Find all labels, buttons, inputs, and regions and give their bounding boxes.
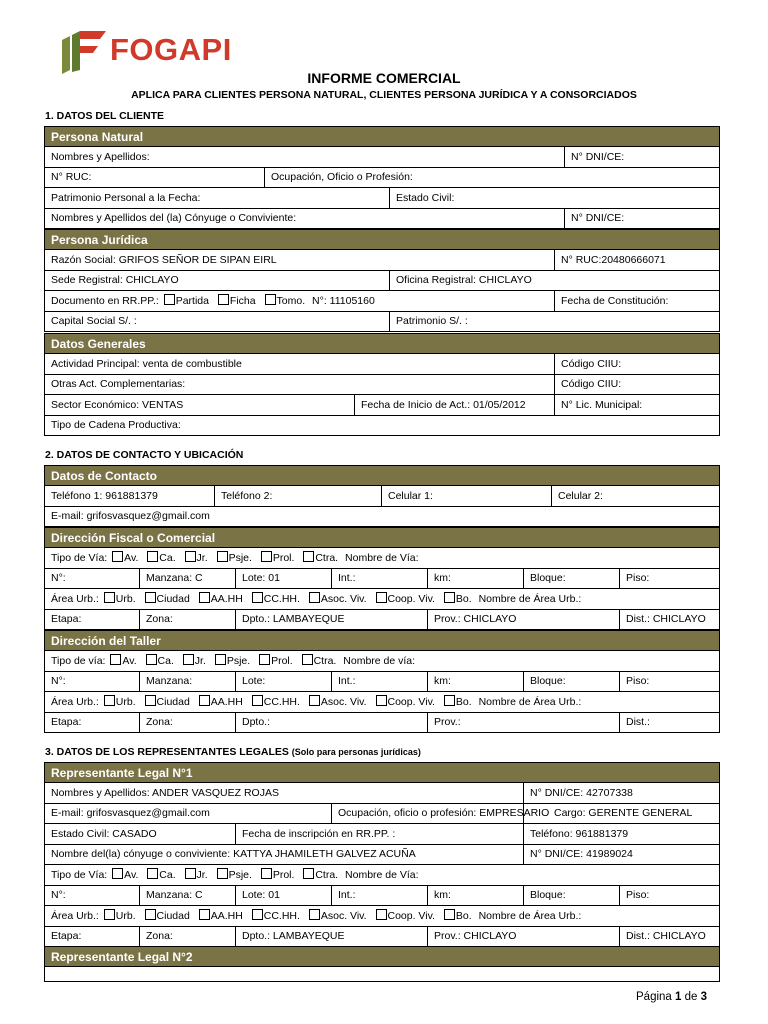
rep1-bloque-field[interactable]: Bloque: <box>524 885 620 906</box>
rep1-nombre-area-field[interactable]: Nombre de Área Urb.: <box>478 910 582 923</box>
representante-1-header: Representante Legal N°1 <box>45 763 720 783</box>
fiscal-zona-field[interactable]: Zona: <box>140 609 236 630</box>
fiscal-urb-checkbox[interactable] <box>104 592 115 603</box>
rep1-jr-label: Jr. <box>196 869 208 882</box>
direccion-fiscal-header: Dirección Fiscal o Comercial <box>45 528 720 548</box>
rep1-urb-checkbox[interactable] <box>104 909 115 920</box>
taller-urb-checkbox[interactable] <box>104 695 115 706</box>
taller-bloque-field[interactable]: Bloque: <box>524 671 620 692</box>
rep1-asoc-checkbox[interactable] <box>309 909 320 920</box>
rep1-aahh-label: AA.HH <box>210 910 243 923</box>
email-field[interactable]: E-mail: grifosvasquez@gmail.com <box>45 506 720 527</box>
taller-psje-label: Psje. <box>226 655 251 668</box>
fiscal-asoc-label: Asoc. Viv. <box>320 593 367 606</box>
fiscal-bo-label: Bo. <box>455 593 472 606</box>
rep1-area-row <box>45 906 720 927</box>
taller-area-row <box>45 692 720 713</box>
rep1-av-label: Av. <box>124 869 139 882</box>
pj-documento-row <box>45 291 555 312</box>
pn-conyuge-field[interactable]: Nombres y Apellidos del (la) Cónyuge o Conviviente: <box>45 208 565 229</box>
taller-nombre-area-field[interactable]: Nombre de Área Urb.: <box>478 696 582 709</box>
fiscal-nombre-area-field[interactable]: Nombre de Área Urb.: <box>478 593 582 606</box>
rep1-ctra-checkbox[interactable] <box>303 868 314 879</box>
taller-urb-label: Urb. <box>115 696 136 709</box>
taller-dist-field[interactable]: Dist.: <box>620 712 720 733</box>
pn-dni-field[interactable]: N° DNI/CE: <box>565 147 720 168</box>
taller-asoc-checkbox[interactable] <box>309 695 320 706</box>
dg-actividad-field[interactable]: Actividad Principal: venta de combustible <box>45 354 555 375</box>
rep1-ocupacion-field[interactable]: Ocupación, oficio o profesión: EMPRESARIO <box>332 803 524 824</box>
rep1-coop-label: Coop. Viv. <box>387 910 435 923</box>
tomo-label: Tomo. <box>276 295 306 308</box>
dg-sector-field[interactable]: Sector Económico: VENTAS <box>45 395 355 416</box>
fiscal-ciudad-label: Ciudad <box>156 593 190 606</box>
taller-aahh-label: AA.HH <box>210 696 243 709</box>
rep1-telefono-field[interactable]: Teléfono: 961881379 <box>524 824 720 845</box>
direccion-fiscal-table <box>44 527 720 630</box>
taller-coop-checkbox[interactable] <box>376 695 387 706</box>
persona-natural-header: Persona Natural <box>45 127 720 147</box>
rep1-int-field[interactable]: Int.: <box>332 885 428 906</box>
fiscal-aahh-checkbox[interactable] <box>199 592 210 603</box>
representante-2-body <box>45 967 720 982</box>
persona-juridica-header: Persona Jurídica <box>45 230 720 250</box>
fiscal-lote-field[interactable]: Lote: 01 <box>236 568 332 589</box>
section-3-title <box>45 746 421 758</box>
fogapi-logo-mark-icon <box>60 30 106 74</box>
fiscal-coop-checkbox[interactable] <box>376 592 387 603</box>
pj-oficina-field[interactable]: Oficina Registral: CHICLAYO <box>390 270 720 291</box>
rep1-estado-civil-field[interactable]: Estado Civil: CASADO <box>45 824 236 845</box>
dg-ciiu1-field[interactable]: Código CIIU: <box>555 354 720 375</box>
taller-dpto-field[interactable]: Dpto.: <box>236 712 428 733</box>
fiscal-ca-label: Ca. <box>159 552 176 565</box>
rep1-jr-checkbox[interactable] <box>185 868 196 879</box>
fiscal-area-label: Área Urb.: <box>51 593 99 606</box>
pj-capital-field[interactable]: Capital Social S/. : <box>45 311 390 332</box>
taller-piso-field[interactable]: Piso: <box>620 671 720 692</box>
rep1-piso-field[interactable]: Piso: <box>620 885 720 906</box>
rep1-cargo-field[interactable]: Cargo: GERENTE GENERAL <box>524 803 720 824</box>
datos-generales-header: Datos Generales <box>45 334 720 354</box>
fiscal-prol-checkbox[interactable] <box>261 551 272 562</box>
pn-ocupacion-field[interactable]: Ocupación, Oficio o Profesión: <box>265 167 720 188</box>
rep1-manzana-field[interactable]: Manzana: C <box>140 885 236 906</box>
fiscal-etapa-field[interactable]: Etapa: <box>45 609 140 630</box>
taller-bo-label: Bo. <box>455 696 472 709</box>
pj-documento-numero[interactable]: N°: 11105160 <box>312 295 375 308</box>
rep1-asoc-label: Asoc. Viv. <box>320 910 367 923</box>
taller-av-label: Av. <box>122 655 137 668</box>
direccion-taller-header: Dirección del Taller <box>45 631 720 651</box>
fiscal-av-label: Av. <box>124 552 139 565</box>
fiscal-cchh-checkbox[interactable] <box>252 592 263 603</box>
taller-cchh-label: CC.HH. <box>263 696 300 709</box>
rep1-cchh-label: CC.HH. <box>263 910 300 923</box>
fiscal-cchh-label: CC.HH. <box>263 593 300 606</box>
taller-nombre-via-field[interactable]: Nombre de vía: <box>343 655 416 668</box>
rep1-dni-field[interactable]: N° DNI/CE: 42707338 <box>524 783 720 804</box>
rep1-coop-checkbox[interactable] <box>376 909 387 920</box>
taller-psje-checkbox[interactable] <box>215 654 226 665</box>
rep1-prol-label: Prol. <box>272 869 295 882</box>
taller-prov-field[interactable]: Prov.: <box>428 712 620 733</box>
dg-licencia-field[interactable]: N° Lic. Municipal: <box>555 395 720 416</box>
taller-int-field[interactable]: Int.: <box>332 671 428 692</box>
rep1-conyuge-field[interactable]: Nombre del(la) cónyuge o conviviente: KATTYA JHAMILETH GALVEZ ACUÑA <box>45 844 524 865</box>
page-title: INFORME COMERCIAL <box>307 70 461 86</box>
taller-cchh-checkbox[interactable] <box>252 695 263 706</box>
dg-cadena-field[interactable]: Tipo de Cadena Productiva: <box>45 415 720 436</box>
ficha-label: Ficha <box>229 295 256 308</box>
representante-2-header: Representante Legal N°2 <box>45 947 720 967</box>
pj-ruc-field[interactable]: N° RUC:20480666071 <box>555 250 720 271</box>
fiscal-km-field[interactable]: km: <box>428 568 524 589</box>
rep1-km-field[interactable]: km: <box>428 885 524 906</box>
dg-fecha-inicio-field[interactable]: Fecha de Inicio de Act.: 01/05/2012 <box>355 395 555 416</box>
page-subtitle: APLICA PARA CLIENTES PERSONA NATURAL, CLIENTES PERSONA JURÍDICA Y A CONSORCIADOS <box>131 89 637 101</box>
partida-checkbox[interactable] <box>164 294 175 305</box>
fiscal-psje-checkbox[interactable] <box>217 551 228 562</box>
footer-of: de <box>684 991 698 1003</box>
dg-otras-field[interactable]: Otras Act. Complementarias: <box>45 374 555 395</box>
fiscal-ca-checkbox[interactable] <box>147 551 158 562</box>
taller-aahh-checkbox[interactable] <box>199 695 210 706</box>
fogapi-logo <box>60 30 250 74</box>
rep1-ciudad-checkbox[interactable] <box>145 909 156 920</box>
fiscal-area-row <box>45 589 720 610</box>
rep1-ctra-label: Ctra. <box>315 869 339 882</box>
rep1-lote-field[interactable]: Lote: 01 <box>236 885 332 906</box>
taller-tipo-via-row <box>45 651 720 672</box>
fiscal-jr-checkbox[interactable] <box>185 551 196 562</box>
taller-area-label: Área Urb.: <box>51 696 99 709</box>
rep1-numero-field[interactable]: N°: <box>45 885 140 906</box>
datos-contacto-header: Datos de Contacto <box>45 466 720 486</box>
pn-patrimonio-field[interactable]: Patrimonio Personal a la Fecha: <box>45 188 390 209</box>
fiscal-int-field[interactable]: Int.: <box>332 568 428 589</box>
rep1-fecha-inscripcion-field[interactable]: Fecha de inscripción en RR.PP. : <box>236 824 524 845</box>
taller-etapa-field[interactable]: Etapa: <box>45 712 140 733</box>
taller-ciudad-checkbox[interactable] <box>145 695 156 706</box>
dg-ciiu2-field[interactable]: Código CIIU: <box>555 374 720 395</box>
rep1-conyuge-dni-field[interactable]: N° DNI/CE: 41989024 <box>524 844 720 865</box>
fiscal-dist-field[interactable]: Dist.: CHICLAYO <box>620 609 720 630</box>
taller-bo-checkbox[interactable] <box>444 695 455 706</box>
fiscal-av-checkbox[interactable] <box>112 551 123 562</box>
fiscal-nombre-via-field[interactable]: Nombre de Vía: <box>345 552 419 565</box>
rep1-tipo-via-row <box>45 865 720 886</box>
pj-fecha-constitucion-field[interactable]: Fecha de Constitución: <box>555 291 720 312</box>
taller-ctra-checkbox[interactable] <box>302 654 313 665</box>
pn-ruc-field[interactable]: N° RUC: <box>45 167 265 188</box>
taller-ciudad-label: Ciudad <box>156 696 190 709</box>
rep1-area-label: Área Urb.: <box>51 910 99 923</box>
pj-documento-label: Documento en RR.PP.: <box>51 295 159 308</box>
rep1-ciudad-label: Ciudad <box>156 910 190 923</box>
datos-generales-table <box>44 333 720 436</box>
fiscal-ciudad-checkbox[interactable] <box>145 592 156 603</box>
rep1-psje-label: Psje. <box>228 869 252 882</box>
rep1-etapa-field[interactable]: Etapa: <box>45 926 140 947</box>
rep1-email-field[interactable]: E-mail: grifosvasquez@gmail.com <box>45 803 332 824</box>
rep1-zona-field[interactable]: Zona: <box>140 926 236 947</box>
fiscal-aahh-label: AA.HH <box>210 593 243 606</box>
taller-coop-label: Coop. Viv. <box>387 696 435 709</box>
fiscal-numero-field[interactable]: N°: <box>45 568 140 589</box>
taller-jr-label: Jr. <box>194 655 206 668</box>
taller-lote-field[interactable]: Lote: <box>236 671 332 692</box>
rep1-ca-label: Ca. <box>159 869 176 882</box>
section-3-title-text: 3. DATOS DE LOS REPRESENTANTES LEGALES <box>45 746 289 758</box>
pj-patrimonio-field[interactable]: Patrimonio S/. : <box>390 311 720 332</box>
taller-ctra-label: Ctra. <box>313 655 337 668</box>
rep1-bo-checkbox[interactable] <box>444 909 455 920</box>
fiscal-tipo-via-row <box>45 548 720 569</box>
rep1-cchh-checkbox[interactable] <box>252 909 263 920</box>
persona-juridica-table <box>44 229 720 332</box>
fiscal-manzana-field[interactable]: Manzana: C <box>140 568 236 589</box>
pn-nombres-field[interactable]: Nombres y Apellidos: <box>45 147 565 168</box>
taller-numero-field[interactable]: N°: <box>45 671 140 692</box>
telefono1-field[interactable]: Teléfono 1: 961881379 <box>45 486 215 507</box>
fiscal-asoc-checkbox[interactable] <box>309 592 320 603</box>
rep1-prov-field[interactable]: Prov.: CHICLAYO <box>428 926 620 947</box>
telefono2-field[interactable]: Teléfono 2: <box>215 486 382 507</box>
footer-label: Página <box>636 991 672 1003</box>
taller-ca-checkbox[interactable] <box>146 654 157 665</box>
rep1-urb-label: Urb. <box>115 910 136 923</box>
rep1-dist-field[interactable]: Dist.: CHICLAYO <box>620 926 720 947</box>
fiscal-bloque-field[interactable]: Bloque: <box>524 568 620 589</box>
fiscal-dpto-field[interactable]: Dpto.: LAMBAYEQUE <box>236 609 428 630</box>
rep1-prol-checkbox[interactable] <box>261 868 272 879</box>
section-2-title: 2. DATOS DE CONTACTO Y UBICACIÓN <box>45 449 244 461</box>
tomo-checkbox[interactable] <box>265 294 276 305</box>
logo-wordmark: FOGAPI <box>110 32 232 67</box>
rep1-tipo-via-label: Tipo de Vía: <box>51 869 108 882</box>
rep1-dpto-field[interactable]: Dpto.: LAMBAYEQUE <box>236 926 428 947</box>
partida-label: Partida <box>175 295 209 308</box>
taller-av-checkbox[interactable] <box>110 654 121 665</box>
rep1-nombre-via-field[interactable]: Nombre de Vía: <box>345 869 419 882</box>
datos-contacto-table <box>44 465 720 527</box>
fiscal-ctra-checkbox[interactable] <box>303 551 314 562</box>
taller-tipo-via-label: Tipo de vía: <box>51 655 106 668</box>
taller-asoc-label: Asoc. Viv. <box>320 696 367 709</box>
representante-1-table <box>44 762 720 982</box>
taller-km-field[interactable]: km: <box>428 671 524 692</box>
fiscal-tipo-via-label: Tipo de Vía: <box>51 552 108 565</box>
fiscal-piso-field[interactable]: Piso: <box>620 568 720 589</box>
footer-total-pages: 3 <box>700 991 708 1003</box>
fiscal-ctra-label: Ctra. <box>315 552 339 565</box>
celular2-field[interactable]: Celular 2: <box>552 486 720 507</box>
taller-zona-field[interactable]: Zona: <box>140 712 236 733</box>
taller-jr-checkbox[interactable] <box>183 654 194 665</box>
rep1-psje-checkbox[interactable] <box>217 868 228 879</box>
rep1-bo-label: Bo. <box>455 910 472 923</box>
pn-estado-civil-field[interactable]: Estado Civil: <box>390 188 720 209</box>
rep1-nombres-field[interactable]: Nombres y Apellidos: ANDER VASQUEZ ROJAS <box>45 783 524 804</box>
fiscal-urb-label: Urb. <box>115 593 136 606</box>
direccion-taller-table <box>44 630 720 733</box>
fiscal-jr-label: Jr. <box>196 552 208 565</box>
pn-conyuge-dni-field[interactable]: N° DNI/CE: <box>565 208 720 229</box>
celular1-field[interactable]: Celular 1: <box>382 486 552 507</box>
fiscal-psje-label: Psje. <box>228 552 252 565</box>
section-3-note: (Solo para personas jurídicas) <box>291 747 421 757</box>
persona-natural-table <box>44 126 720 229</box>
fiscal-bo-checkbox[interactable] <box>444 592 455 603</box>
fiscal-prol-label: Prol. <box>272 552 295 565</box>
rep1-aahh-checkbox[interactable] <box>199 909 210 920</box>
ficha-checkbox[interactable] <box>218 294 229 305</box>
fiscal-prov-field[interactable]: Prov.: CHICLAYO <box>428 609 620 630</box>
rep1-av-checkbox[interactable] <box>112 868 123 879</box>
taller-prol-checkbox[interactable] <box>259 654 270 665</box>
fiscal-coop-label: Coop. Viv. <box>387 593 435 606</box>
page-footer <box>636 991 707 1003</box>
section-1-title: 1. DATOS DEL CLIENTE <box>45 110 165 122</box>
pj-sede-field[interactable]: Sede Registral: CHICLAYO <box>45 270 390 291</box>
pj-razon-social-field[interactable]: Razón Social: GRIFOS SEÑOR DE SIPAN EIRL <box>45 250 555 271</box>
taller-manzana-field[interactable]: Manzana: <box>140 671 236 692</box>
rep1-ca-checkbox[interactable] <box>147 868 158 879</box>
footer-page-number: 1 <box>675 991 682 1003</box>
taller-prol-label: Prol. <box>271 655 293 668</box>
taller-ca-label: Ca. <box>157 655 174 668</box>
